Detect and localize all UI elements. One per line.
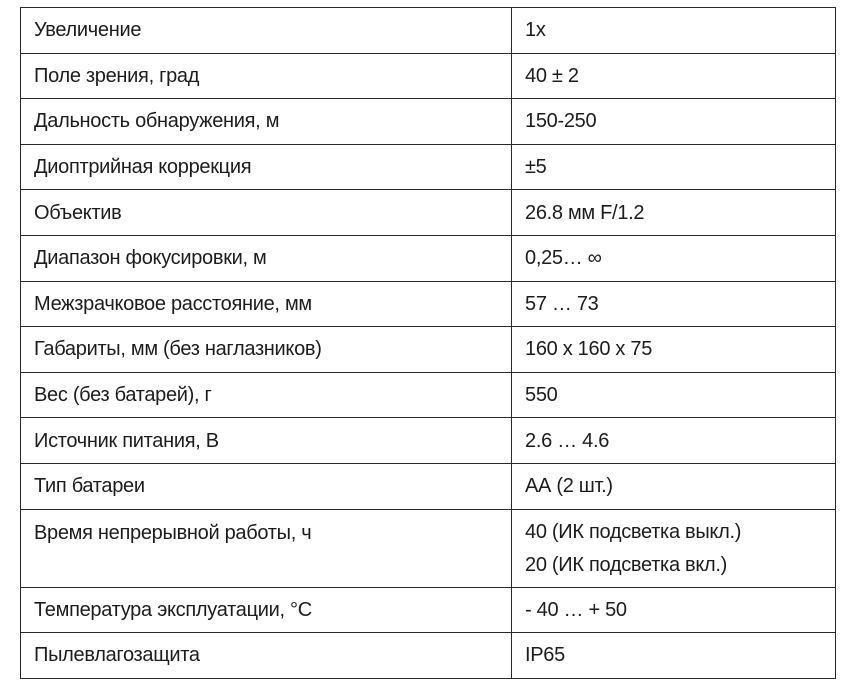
param-value-line: 40 (ИК подсветка выкл.) xyxy=(525,520,742,543)
param-name: Дальность обнаружения, м xyxy=(21,99,512,145)
param-name: Межзрачковое расстояние, мм xyxy=(21,281,512,327)
table-row xyxy=(21,281,836,327)
param-name: Объектив xyxy=(21,190,512,236)
param-value: 1x xyxy=(512,8,836,54)
param-name: Тип батареи xyxy=(21,463,512,509)
table-row xyxy=(21,99,836,145)
param-name: Температура эксплуатации, °С xyxy=(21,587,512,633)
param-value: 160 х 160 х 75 xyxy=(512,327,836,373)
table-row xyxy=(21,587,836,633)
param-value: IP65 xyxy=(512,633,836,679)
param-value: ±5 xyxy=(512,144,836,190)
table-row xyxy=(21,235,836,281)
table-row xyxy=(21,372,836,418)
table-row xyxy=(21,8,836,54)
table-row xyxy=(21,463,836,509)
param-name: Источник питания, В xyxy=(21,418,512,464)
param-value: 26.8 мм F/1.2 xyxy=(512,190,836,236)
param-value: АА (2 шт.) xyxy=(512,463,836,509)
param-value xyxy=(512,509,836,587)
param-value: 550 xyxy=(512,372,836,418)
param-value-line: 20 (ИК подсветка вкл.) xyxy=(525,553,728,576)
table-row xyxy=(21,509,836,587)
param-value: 0,25… ∞ xyxy=(512,235,836,281)
param-value: 150-250 xyxy=(512,99,836,145)
param-name: Поле зрения, град xyxy=(21,53,512,99)
param-value: 57 … 73 xyxy=(512,281,836,327)
param-name: Диапазон фокусировки, м xyxy=(21,235,512,281)
param-value: 40 ± 2 xyxy=(512,53,836,99)
table-row xyxy=(21,418,836,464)
param-name: Габариты, мм (без наглазников) xyxy=(21,327,512,373)
param-name: Увеличение xyxy=(21,8,512,54)
param-name: Пылевлагозащита xyxy=(21,633,512,679)
param-name: Время непрерывной работы, ч xyxy=(21,509,512,587)
param-name: Диоптрийная коррекция xyxy=(21,144,512,190)
param-value: 2.6 … 4.6 xyxy=(512,418,836,464)
table-row xyxy=(21,633,836,679)
table-row xyxy=(21,53,836,99)
table-row xyxy=(21,144,836,190)
param-name: Вес (без батарей), г xyxy=(21,372,512,418)
specifications-table xyxy=(20,7,836,679)
table-row xyxy=(21,327,836,373)
table-row xyxy=(21,190,836,236)
param-value: - 40 … + 50 xyxy=(512,587,836,633)
